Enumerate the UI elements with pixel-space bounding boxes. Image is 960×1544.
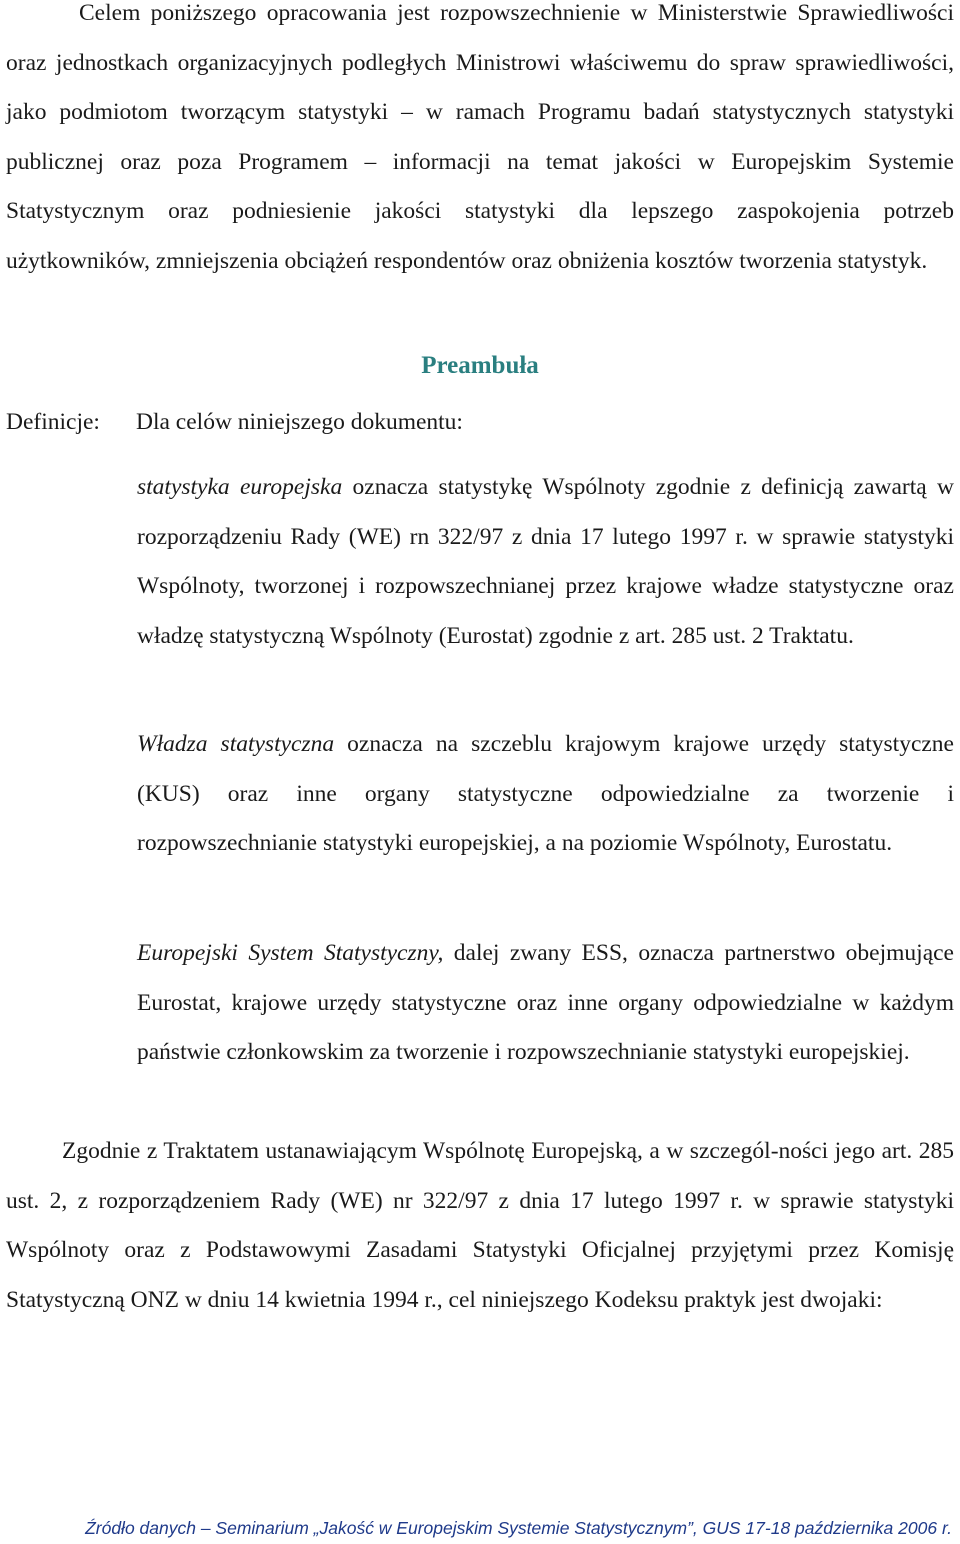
definitions-label: Definicje: — [6, 409, 100, 435]
definition-statystyka-europejska — [137, 463, 954, 661]
definition-wladza-statystyczna — [137, 720, 954, 869]
definition-text: oznacza na szczeblu krajowym krajowe urzędy statystyczne (KUS) oraz inne organy statystyczne odpowiedzialne za tworzenie i rozpowszechnianie statystyki europejskiej, a na poziomie Wspólnoty, Eurostatu. — [137, 731, 954, 857]
definitions-header — [6, 402, 463, 442]
definitions-lead: Dla celów niniejszego dokumentu: — [136, 409, 463, 435]
definition-text: dalej zwany ESS, oznacza partnerstwo obejmujące Eurostat, krajowe urzędy statystyczne oraz inne organy odpowiedzialne w każdym państwie członkowskim za tworzenie i rozpowszechnianie statystyki europejskiej. — [137, 940, 954, 1066]
intro-paragraph: Celem poniższego opracowania jest rozpowszechnienie w Ministerstwie Sprawiedliwości oraz jednostkach organizacyjnych podległych Ministrowi właściwemu do spraw sprawiedliwości, jako podmiotom tworzącym statystyki – w ramach Programu badań statystycznych statystyki publicznej oraz poza Programem – informacji na temat jakości w Europejskim Systemie Statystycznym oraz podniesienie jakości statystyki dla lepszego zaspokojenia potrzeb użytkowników, zmniejszenia obciążeń respondentów oraz obniżenia kosztów tworzenia statystyk. — [6, 0, 954, 274]
definition-term: statystyka europejska — [137, 474, 343, 500]
closing-paragraph: Zgodnie z Traktatem ustanawiającym Wspólnotę Europejską, a w szczegól-ności jego art. 285 ust. 2, z rozporządzeniem Rady (WE) nr 322/97 z dnia 17 lutego 1997 r. w sprawie statystyki Wspólnoty oraz z Podstawowymi Zasadami Statystyki Oficjalnej przyjętymi przez Komisję Statystyczną ONZ w dniu 14 kwietnia 1994 r., cel niniejszego Kodeksu praktyk jest dwojaki: — [6, 1138, 954, 1313]
preamble-heading: Preambuła — [421, 352, 539, 379]
definition-term: Europejski System Statystyczny, — [137, 940, 444, 966]
source-footer: Źródło danych – Seminarium „Jakość w Europejskim Systemie Statystycznym”, GUS 17-18 października 2006 r. — [85, 1518, 952, 1538]
definition-text: oznacza statystykę Wspólnoty zgodnie z definicją zawartą w rozporządzeniu Rady (WE) rn 322/97 z dnia 17 lutego 1997 r. w sprawie statystyki Wspólnoty, tworzonej i rozpowszechnianej przez krajowe władze statystyczne oraz władzę statystyczną Wspólnoty (Eurostat) zgodnie z art. 285 ust. 2 Traktatu. — [137, 474, 954, 649]
definition-ess — [137, 929, 954, 1078]
definition-term: Władza statystyczna — [137, 731, 335, 757]
